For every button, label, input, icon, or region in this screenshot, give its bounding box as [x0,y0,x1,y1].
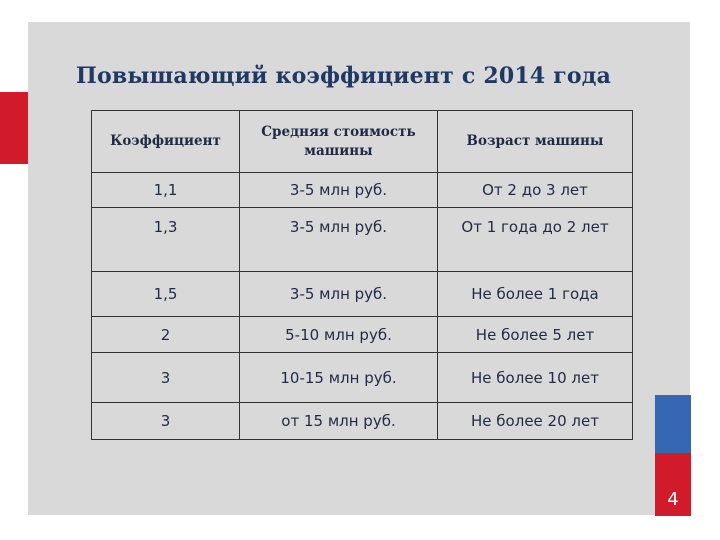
cell-age: Не более 1 года [438,272,633,317]
cell-coefficient: 3 [92,353,240,403]
table-header-row [92,111,633,173]
page-number: 4 [667,488,679,510]
header-car-age: Возраст машины [438,111,633,173]
table-row [92,353,633,403]
cell-coefficient: 2 [92,317,240,353]
cell-coefficient: 3 [92,403,240,440]
slide-title: Повышающий коэффициент с 2014 года [76,63,612,89]
cell-age: Не более 5 лет [438,317,633,353]
cell-age: От 1 года до 2 лет [438,208,633,272]
cell-cost: 10-15 млн руб. [240,353,438,403]
header-average-cost: Средняя стоимость машины [240,111,438,173]
cell-coefficient: 1,5 [92,272,240,317]
table-row [92,173,633,208]
table-row [92,403,633,440]
header-coefficient: Коэффициент [92,111,240,173]
coefficient-table [91,110,633,440]
cell-cost: 3-5 млн руб. [240,208,438,272]
cell-age: Не более 10 лет [438,353,633,403]
cell-cost: 5-10 млн руб. [240,317,438,353]
table-row [92,272,633,317]
cell-age: От 2 до 3 лет [438,173,633,208]
table-row [92,317,633,353]
cell-cost: от 15 млн руб. [240,403,438,440]
cell-cost: 3-5 млн руб. [240,173,438,208]
cell-coefficient: 1,1 [92,173,240,208]
cell-coefficient: 1,3 [92,208,240,272]
red-accent-tab [0,92,28,164]
table-row [92,208,633,272]
blue-accent-stripe [655,395,691,453]
cell-age: Не более 20 лет [438,403,633,440]
cell-cost: 3-5 млн руб. [240,272,438,317]
